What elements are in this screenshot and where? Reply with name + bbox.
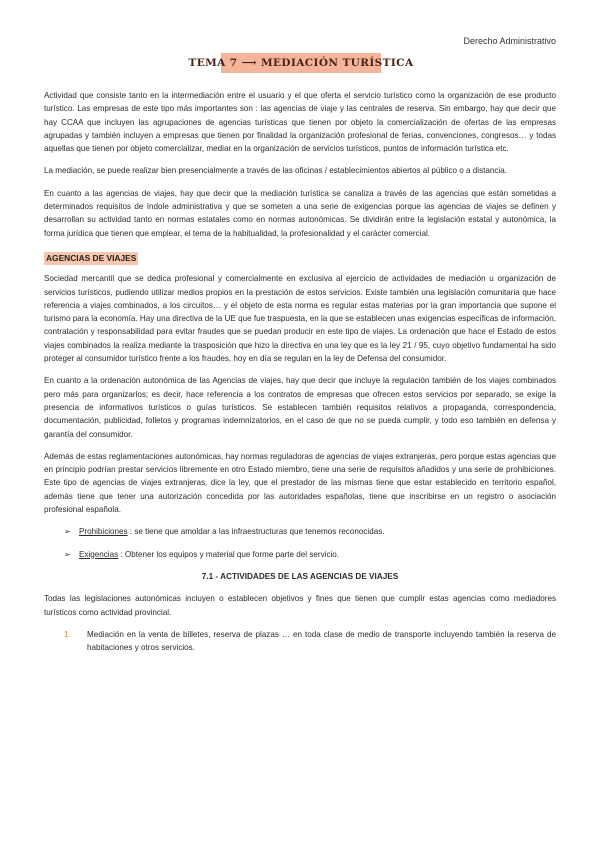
arrow-bullet-icon: ➢ bbox=[64, 549, 71, 559]
agencias-paragraph-2: En cuanto a la ordenación autonómica de las Agencias de viajes, hay que decir que incluye la regulación también de los viajes combinados pero más para organizarlos; es decir, hace referencia a los contratos de empresas que ofrecen estos servicios por separado, se exige la presencia de informativos turísticos o guías turísticos. Se establecen también requisitos relativos a propaganda, correspondencia, documentación, publicidad, folletos y programas indemnizatorios, en el caso de que no se pueda cumplir, y todo eso también en defensa y garantía del consumidor. bbox=[44, 376, 556, 439]
agencias-paragraph-3: Además de estas reglamentaciones autonómicas, hay normas reguladoras de agencias de viajes extranjeras, pero porque estas agencias que en principio podrían prestar servicios libremente en otro Estado miembro, tiene una serie de requisitos añadidos y una serie de prohibiciones. Este tipo de agencias de viajes extranjeras, dice la ley, que el prestador de las mismas tiene que estar establecido en territorio español, además tiene que tener una autorización concedida por las autoridades españolas, tiene que inscribirse en un registro o asociación profesional española. bbox=[44, 451, 556, 515]
section-heading-agencias bbox=[44, 249, 556, 272]
actividades-paragraph-1: Todas las legislaciones autonómicas incluyen o establecen objetivos y fines que tienen que cumplir estas agencias como mediadores turísticos como actividad provincial. bbox=[44, 594, 556, 617]
bullet-text: : Obtener los equipos y material que forme parte del servicio. bbox=[118, 549, 340, 559]
bullet-item bbox=[64, 525, 556, 538]
bullet-item bbox=[64, 548, 556, 561]
intro-paragraph-1: Actividad que consiste tanto en la intermediación entre el usuario y el que oferta el servicio turístico como la organización de ese producto turístico. Las empresas de este tipo más importantes son : las agencias de viaje y las centrales de reserva. Sin embargo, hay que decir que hay CCAA que incluyen las agrupaciones de agencias turísticas que tienen por objeto la comercialización de ofertas de las empresas agrupadas y también incluyen a empresas que tienen por finalidad la organización profesional de ferias, convenciones, congresos… y todas aquellas que tienen por objeto comercializar, mediar en la organización de servicios turísticos, puntos de información turística etc. bbox=[44, 91, 556, 154]
arrow-bullet-icon: ➢ bbox=[64, 527, 71, 537]
bullet-term: Exigencias bbox=[79, 549, 119, 559]
intro-paragraph-3: En cuanto a las agencias de viajes, hay que decir que la mediación turística se canaliza a través de las agencias que están sometidas a determinados requisitos de índole administrativa y que se someten a una serie de exigencias porque las agencias de viajes se definen y desarrollan su actividad tanto en normas estatales como en normas autonómicas. Se dividirán entre la legislación estatal y autonómica, la forma jurídica que tienen que emplear, el tema de la habitualidad, la profesionalidad y el carácter comercial. bbox=[44, 188, 556, 238]
intro-paragraph-2: La mediación, se puede realizar bien presencialmente a través de las oficinas / establecimientos abiertos al público o a distancia. bbox=[44, 166, 507, 176]
agencias-paragraph-1: Sociedad mercantil que se dedica profesional y comercialmente en exclusiva al ejercicio de actividades de mediación u organización de servicios turísticos, pudiendo utilizar medios propios en la prestación de estos servicios. Existe también una legislación comunitaria que hace referencia a viajes combinados, a los circuitos… y el objeto de esta norma es regular estas materias por la gran importancia que supone el turismo para la economía. Hay una directiva de la UE que fue traspuesta, en la que se establecen unas exigencias específicas de información, contratación y responsabilidad para evitar fraudes que se puedan producir en este tipo de viajes. La ordenación que hace el Estado de estos viajes combinados la realiza mediante la trasposición que hizo la directiva en una ley que es la ley 21 / 95, cuyo objetivo fundamental ha sido proteger al consumidor turístico frente a los fraudes, hoy en día se regulan en la ley de Defensa del consumidor. bbox=[44, 274, 556, 364]
highlighted-heading: AGENCIAS DE VIAJES bbox=[44, 252, 138, 265]
bullet-text: : se tiene que amoldar a las infraestructuras que tenemos reconocidas. bbox=[127, 527, 385, 537]
item-text: Mediación en la venta de billetes, reserva de plazas … en toda clase de medio de transporte incluyendo también la reserva de habitaciones y otros servicios. bbox=[87, 629, 556, 653]
item-number: 1. bbox=[64, 629, 71, 639]
document-body bbox=[44, 89, 556, 663]
section-heading-actividades: 7.1 - ACTIVIDADES DE LAS AGENCIAS DE VIAJES bbox=[201, 571, 399, 581]
chapter-title: TEMA 7 ⟶ MEDIACIÓN TURÍSTICA bbox=[221, 53, 381, 73]
bullet-term: Prohibiciones bbox=[79, 527, 128, 537]
numbered-item bbox=[64, 628, 556, 655]
course-header: Derecho Administrativo bbox=[463, 36, 556, 46]
